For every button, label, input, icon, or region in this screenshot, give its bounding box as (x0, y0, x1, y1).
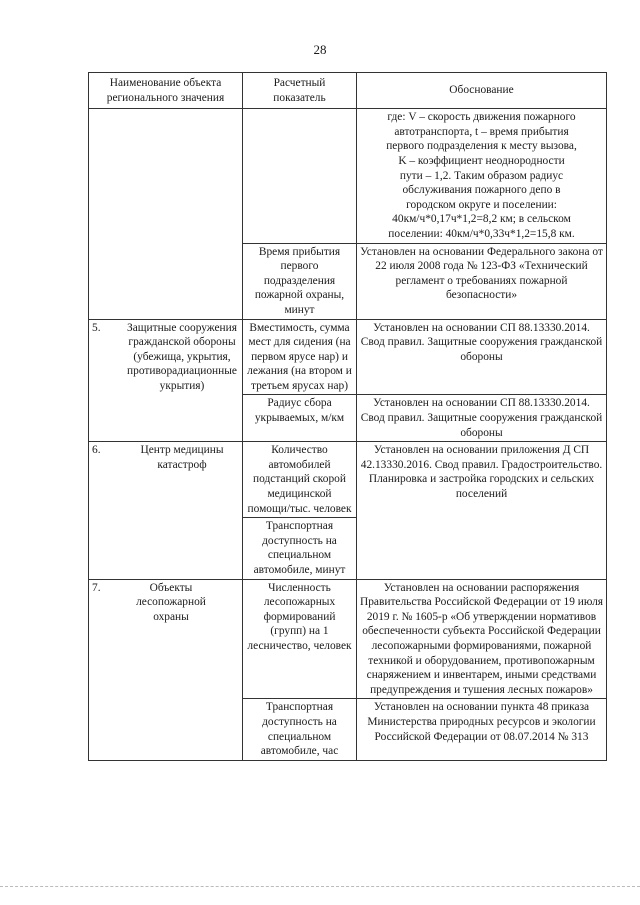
formula-line: первого подразделения к месту вызова, (386, 140, 577, 153)
object-cell (89, 442, 243, 579)
row-number: 6. (92, 444, 101, 457)
justification-cell-continuation (357, 109, 607, 243)
header-object: Наименование объекта регионального значения (89, 73, 243, 109)
table-row (89, 442, 607, 518)
indicator-cell: Транспортная доступность на специальном автомобиле, минут (243, 518, 357, 579)
table-row (89, 319, 607, 395)
indicator-cell: Транспортная доступность на специальном автомобиле, час (243, 699, 357, 760)
table-row (89, 579, 607, 699)
justification-cell: Установлен на основании СП 88.13330.2014. Свод правил. Защитные сооружения гражданской обороны (357, 395, 607, 442)
page-number: 28 (313, 42, 327, 57)
indicator-cell-continuation (243, 109, 357, 243)
object-cell (89, 579, 243, 760)
indicator-cell: Радиус сбора укрываемых, м/км (243, 395, 357, 442)
indicator-cell: Вместимость, сумма мест для сидения (на первом ярусе нар) и лежания (на втором и третьем ярусах нар) (243, 319, 357, 395)
row-number: 5. (92, 321, 101, 334)
formula-line: поселении: 40км/ч*0,33ч*1,2=15,8 км. (388, 227, 575, 240)
header-indicator: Расчетный показатель (243, 73, 357, 109)
formula-line: городском округе и поселении: (406, 198, 557, 211)
formula-line: автотранспорта, t – время прибытия (394, 125, 569, 138)
formula-line: 40км/ч*0,17ч*1,2=8,2 км; в сельском (392, 213, 571, 226)
header-justification: Обоснование (357, 73, 607, 109)
indicator-cell: Количество автомобилей подстанций скорой медицинской помощи/тыс. человек (243, 442, 357, 518)
justification-cell: Установлен на основании распоряжения Правительства Российской Федерации от 19 июля 2019 г. № 1605-р «Об утверждении нормативов обеспеченности субъекта Российской Федерации лесопожарными формированиями, пожарной техникой и оборудованием, противопожарным снаряжением и инвентарем, иными средствами предупреждения и тушения лесных пожаров» (357, 579, 607, 699)
table-header-row (89, 73, 607, 109)
indicator-cell: Время прибытия первого подразделения пожарной охраны, минут (243, 243, 357, 319)
justification-cell: Установлен на основании СП 88.13330.2014. Свод правил. Защитные сооружения гражданской обороны (357, 319, 607, 395)
justification-cell: Установлен на основании приложения Д СП 42.13330.2016. Свод правил. Градостроительство. Планировка и застройка городских и сельских поселений (357, 442, 607, 579)
formula-line: пути – 1,2. Таким образом радиус (399, 169, 564, 182)
object-name: Защитные сооружения гражданской обороны (убежища, укрытия, противорадиационные укрытия) (126, 321, 237, 392)
formula-line: где: V – скорость движения пожарного (387, 111, 576, 124)
standards-table (88, 72, 607, 761)
object-cell-continuation (89, 109, 243, 319)
justification-cell: Установлен на основании Федерального закона от 22 июля 2008 года № 123-ФЗ «Технический регламент о требованиях пожарной безопасности» (357, 243, 607, 319)
justification-cell: Установлен на основании пункта 48 приказа Министерства природных ресурсов и экологии Российской Федерации от 08.07.2014 № 313 (357, 699, 607, 760)
scan-edge-marks (0, 886, 640, 889)
object-cell (89, 319, 243, 442)
object-name: Центр медицины катастроф (140, 444, 224, 471)
row-number: 7. (92, 581, 101, 594)
formula-line: K – коэффициент неоднородности (398, 154, 565, 167)
table-row (89, 109, 607, 243)
object-name: Объекты лесопожарной охраны (136, 581, 206, 623)
formula-line: обслуживания пожарного депо в (402, 184, 561, 197)
indicator-cell: Численность лесопожарных формирований (групп) на 1 лесничество, человек (243, 579, 357, 699)
